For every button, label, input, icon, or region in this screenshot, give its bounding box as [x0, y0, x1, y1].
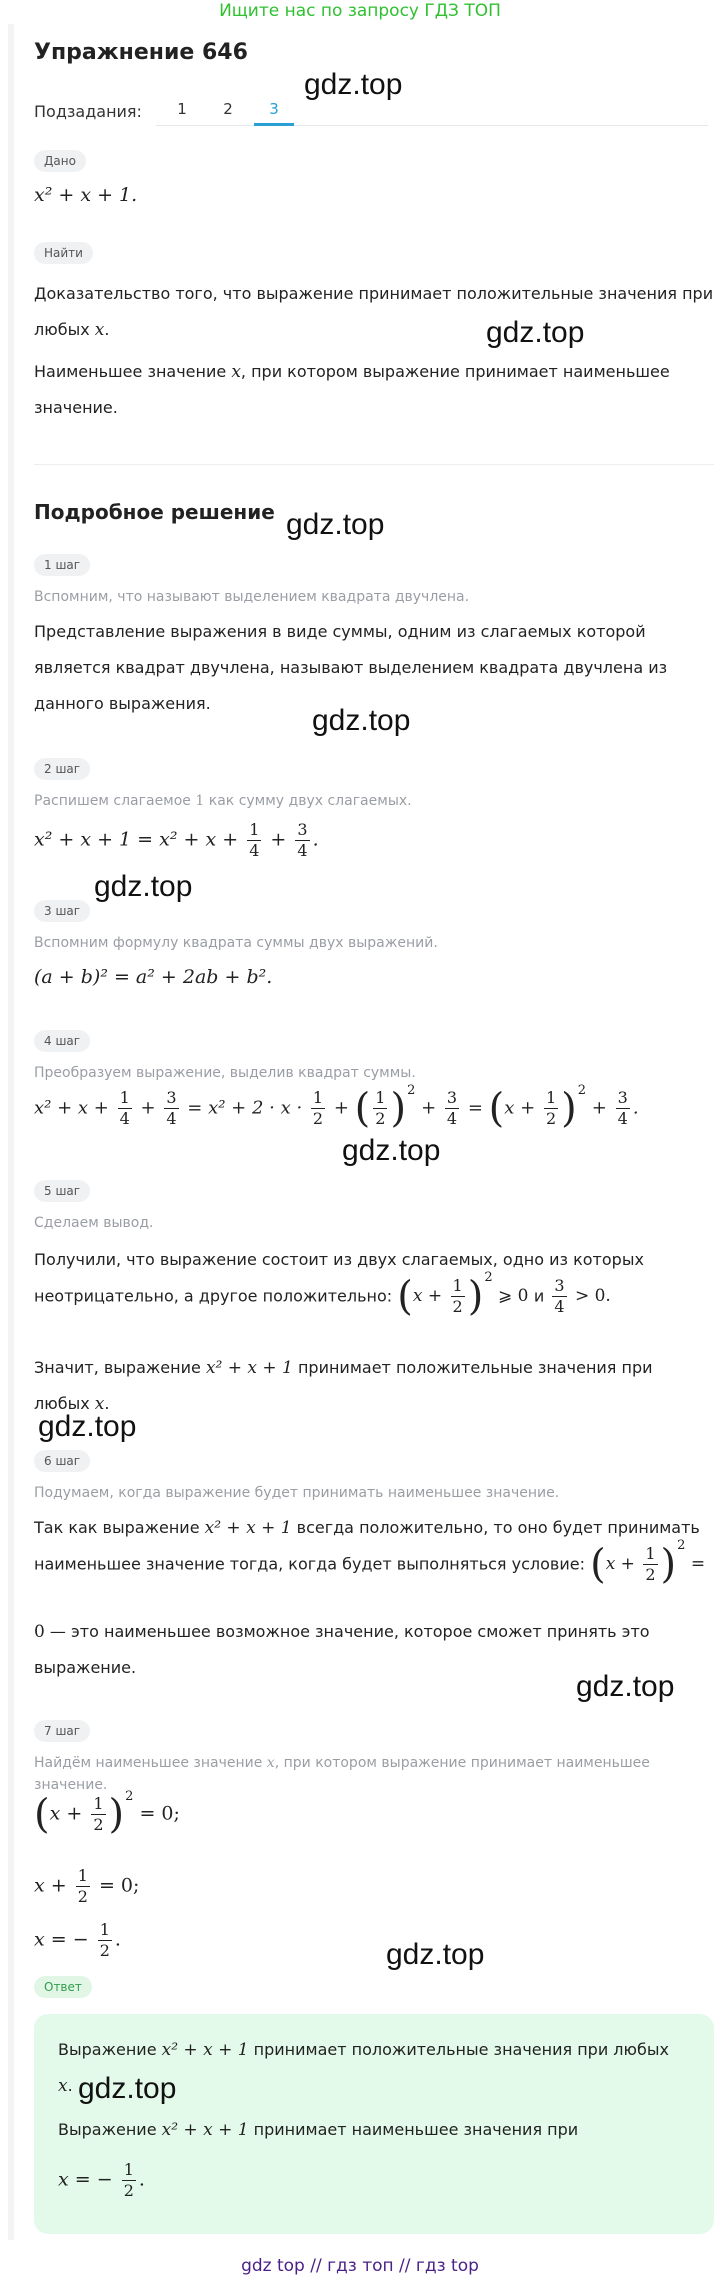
answer-badge: Ответ: [34, 1976, 92, 1998]
s6-l3-text: — это наименьшее возможное значение, которое сможет принять это: [44, 1622, 650, 1641]
frac-den: 4: [166, 1109, 177, 1128]
s6-l3-num: 0: [34, 1622, 45, 1642]
step-2-lhs: x² + x + 1 = x² + x +: [34, 828, 239, 851]
watermark: gdz.top: [342, 1134, 441, 1167]
s6-m: x +: [605, 1554, 635, 1574]
s5-gt: > 0.: [574, 1286, 611, 1306]
frac-den: 2: [545, 1109, 557, 1128]
step-5-line-2-math: [397, 1270, 534, 1320]
frac-num: 1: [375, 1088, 386, 1107]
frac-den: 2: [312, 1109, 324, 1128]
watermark: gdz.top: [286, 508, 385, 541]
step-7-eq-3: [34, 1920, 121, 1961]
s7-hint-post: , при котором выражение принимает наименьшее: [274, 1755, 650, 1771]
s6-l1-pre: Так как выражение: [34, 1518, 205, 1537]
ans-l4-frac: [122, 2160, 136, 2201]
s4-square-2: 2: [577, 1082, 587, 1098]
s4-frac-f: [544, 1088, 558, 1129]
step-1-line-1: Представление выражения в виде суммы, одним из слагаемых которой: [34, 622, 646, 641]
s7-paren-close: ): [108, 1791, 125, 1838]
step-7-eq-1: [34, 1788, 180, 1856]
find-line-4: значение.: [34, 398, 118, 417]
step-6-line-2: [34, 1538, 714, 1612]
solution-title: Подробное решение: [34, 500, 275, 524]
step-6-line-1: [34, 1510, 714, 1546]
find-badge: Найти: [34, 242, 93, 264]
step-3-hint: Вспомним формулу квадрата суммы двух выражений.: [34, 935, 438, 951]
s5-frac-1: [451, 1276, 465, 1317]
s6-l1-expr: x² + x + 1: [204, 1518, 292, 1538]
frac-num: 3: [554, 1276, 565, 1295]
s4-p5: +: [421, 1097, 437, 1119]
step-3-formula: (a + b)² = a² + 2ab + b².: [34, 966, 273, 988]
given-expression: x² + x + 1.: [34, 184, 138, 206]
answer-line-3: [58, 2112, 698, 2148]
frac-den: 4: [617, 1109, 628, 1128]
s4-paren-close: ): [390, 1085, 407, 1132]
frac-num: 1: [77, 1866, 88, 1885]
s4-frac-e: [445, 1088, 459, 1129]
search-banner: Ищите нас по запросу ГДЗ ТОП: [219, 1, 501, 21]
step-6-badge: 6 шаг: [34, 1450, 90, 1472]
frac-num: 1: [545, 1088, 557, 1107]
s5-square: 2: [484, 1270, 493, 1285]
s4-p6: =: [467, 1097, 483, 1119]
find-line-1: Доказательство того, что выражение принимает положительные значения при: [34, 284, 714, 303]
s7-e2-frac: [76, 1866, 90, 1907]
s5-paren-close: ): [467, 1273, 484, 1320]
step-1-line-2: является квадрат двучлена, называют выделением квадрата двучлена из: [34, 658, 668, 677]
ans-l1-expr: x² + x + 1: [161, 2040, 249, 2060]
frac-den: 2: [123, 2181, 134, 2200]
find-line-2: [34, 312, 714, 348]
s4-frac-c: [311, 1088, 325, 1129]
frac-num: 1: [119, 1088, 130, 1107]
s6-paren-open: (: [590, 1541, 606, 1588]
watermark: gdz.top: [78, 2072, 177, 2105]
answer-box: [34, 2014, 714, 2234]
find-line-2-text: любых: [34, 320, 95, 339]
step-7-hint-2: значение.: [34, 1777, 108, 1793]
s6-square: 2: [677, 1538, 686, 1553]
s5-l4-var: x: [94, 1394, 105, 1414]
step-1-badge: 1 шаг: [34, 554, 90, 576]
step-7-badge: 7 шаг: [34, 1720, 90, 1742]
s5-frac-2: [552, 1276, 566, 1317]
find-line-2-end: .: [104, 320, 110, 339]
watermark: gdz.top: [312, 704, 411, 737]
s5-ge: ⩾ 0: [498, 1286, 529, 1306]
step-6-line-4: выражение.: [34, 1658, 137, 1677]
step-2-frac-2: [295, 820, 309, 861]
frac-den: 2: [77, 1887, 88, 1906]
ans-l1-post: принимает положительные значения при любых: [248, 2040, 669, 2059]
s6-eq: =: [690, 1554, 706, 1574]
frac-num: 3: [446, 1088, 458, 1107]
frac-den: 4: [249, 841, 260, 860]
frac-num: 1: [99, 1920, 110, 1939]
step-7-hint: [34, 1752, 714, 1774]
s7-hint-pre: Найдём наименьшее значение: [34, 1755, 267, 1771]
s7-e1-m: x +: [49, 1802, 83, 1825]
step-2-equation: [34, 820, 319, 861]
frac-den: 2: [375, 1109, 386, 1128]
step-5-line-1: Получили, что выражение состоит из двух слагаемых, одно из которых: [34, 1250, 644, 1269]
s4-p8: +: [591, 1097, 607, 1119]
s4-frac-a: [118, 1088, 132, 1129]
s4-frac-d: [373, 1088, 387, 1129]
s7-e2-eq: = 0;: [98, 1874, 140, 1897]
answer-line-4: [58, 2160, 145, 2201]
tab-subtask-2[interactable]: 2: [223, 100, 233, 118]
answer-line-1: [58, 2032, 698, 2068]
find-line-3-text: Наименьшее значение: [34, 362, 232, 381]
s4-square: 2: [407, 1082, 416, 1098]
s5-l4-pre: любых: [34, 1394, 95, 1413]
s7-hint-var: x: [266, 1755, 275, 1771]
page-title: Упражнение 646: [34, 40, 248, 65]
step-2-hint-end: как сумму двух слагаемых.: [204, 793, 412, 809]
step-4-equation: [34, 1082, 639, 1132]
tab-subtask-1[interactable]: 1: [177, 100, 187, 118]
frac-num: 1: [249, 820, 260, 839]
frac-den: 2: [99, 1941, 110, 1960]
ans-l3-pre: Выражение: [58, 2120, 162, 2139]
ans-l3-post: принимает наименьшее значения при: [248, 2120, 579, 2139]
step-2-frac-1: [247, 820, 261, 861]
s4-p2: +: [140, 1097, 156, 1119]
s7-e1-eq: = 0;: [139, 1802, 180, 1825]
s5-l3-pre: Значит, выражение: [34, 1358, 206, 1377]
s7-e1-frac: [91, 1794, 105, 1835]
watermark: gdz.top: [386, 1938, 485, 1971]
step-5-badge: 5 шаг: [34, 1180, 90, 1202]
watermark: gdz.top: [486, 316, 585, 349]
ans-l2-var: x: [58, 2076, 68, 2096]
footer-links[interactable]: gdz top // гдз топ // гдз top: [241, 2256, 479, 2276]
s4-frac-b: [164, 1088, 178, 1129]
s6-l2-text: наименьшее значение тогда, когда будет выполняться условие:: [34, 1554, 585, 1574]
frac-den: 2: [93, 1815, 104, 1834]
ans-l1-pre: Выражение: [58, 2040, 162, 2059]
frac-den: 4: [297, 841, 308, 860]
frac-den: 4: [446, 1109, 458, 1128]
find-line-3-end: , при котором выражение принимает наименьшее: [240, 362, 670, 381]
section-divider: [34, 464, 714, 465]
step-5-line-2: [34, 1270, 714, 1346]
find-var-x-2: x: [231, 362, 241, 382]
s4-paren-close-2: ): [561, 1085, 577, 1132]
step-3-badge: 3 шаг: [34, 900, 90, 922]
s5-l3-expr: x² + x + 1: [205, 1358, 293, 1378]
s7-e3-m: x = −: [34, 1928, 89, 1951]
ans-l4-m: x = −: [58, 2168, 113, 2191]
s4-p9: .: [632, 1097, 639, 1119]
s5-frac-math: [549, 1276, 611, 1316]
watermark: gdz.top: [576, 1670, 675, 1703]
step-2-badge: 2 шаг: [34, 758, 90, 780]
ans-l4-end: .: [138, 2168, 145, 2191]
s7-e2-m: x +: [34, 1874, 67, 1897]
frac-num: 3: [166, 1088, 177, 1107]
s5-and: и: [533, 1286, 545, 1306]
s6-l2-math: [590, 1538, 706, 1588]
frac-den: 4: [554, 1297, 565, 1316]
s5-l3-post: принимает положительные значения при: [292, 1358, 653, 1377]
step-2-end: .: [312, 828, 319, 851]
frac-num: 3: [617, 1088, 628, 1107]
watermark: gdz.top: [94, 870, 193, 903]
ans-l3-expr: x² + x + 1: [161, 2120, 249, 2140]
step-4-hint: Преобразуем выражение, выделив квадрат суммы.: [34, 1065, 416, 1081]
frac-num: 1: [452, 1276, 463, 1295]
s7-square: 2: [125, 1788, 134, 1804]
s5-paren-open: (: [397, 1273, 413, 1320]
s4-p1: x² + x +: [34, 1097, 109, 1119]
step-7-eq-2: [34, 1866, 139, 1907]
s4-p3: = x² + 2 · x ·: [187, 1097, 303, 1119]
s6-frac: [643, 1544, 657, 1585]
frac-den: 2: [452, 1297, 463, 1316]
s5-l4-post: .: [104, 1394, 110, 1413]
given-badge: Дано: [34, 150, 86, 172]
frac-num: 1: [645, 1544, 656, 1563]
step-1-hint: Вспомним, что называют выделением квадрата двучлена.: [34, 589, 470, 605]
step-1-line-3: данного выражения.: [34, 694, 211, 713]
step-2-hint-num: 1: [195, 793, 205, 809]
s7-paren-open: (: [34, 1791, 50, 1838]
find-var-x: x: [94, 320, 105, 340]
s7-e3-frac: [98, 1920, 112, 1961]
subtasks-label: Подзадания:: [34, 102, 142, 121]
step-5-hint: Сделаем вывод.: [34, 1215, 154, 1231]
watermark: gdz.top: [304, 68, 403, 101]
s5-m1: x +: [412, 1286, 443, 1306]
s4-paren-open: (: [354, 1085, 371, 1132]
tab-subtask-3[interactable]: 3: [254, 96, 294, 126]
step-4-badge: 4 шаг: [34, 1030, 90, 1052]
step-5-line-3: [34, 1350, 714, 1386]
find-line-3: [34, 354, 714, 390]
frac-den: 2: [645, 1565, 656, 1584]
s6-l1-post: всегда положительно, то оно будет принимать: [291, 1518, 700, 1537]
step-2-hint-text: Распишем слагаемое: [34, 793, 196, 809]
s4-paren-open-2: (: [488, 1085, 505, 1132]
s7-e3-end: .: [114, 1928, 121, 1951]
frac-num: 3: [297, 820, 308, 839]
frac-num: 1: [312, 1088, 324, 1107]
s4-p7: x +: [504, 1097, 536, 1119]
s4-frac-g: [616, 1088, 630, 1129]
exercise-card: [8, 24, 712, 2240]
step-6-line-3: [34, 1614, 714, 1650]
frac-num: 1: [93, 1794, 104, 1813]
step-2-hint: [34, 790, 714, 812]
watermark: gdz.top: [38, 1410, 137, 1443]
step-2-plus: +: [270, 828, 287, 851]
frac-num: 1: [123, 2160, 134, 2179]
step-5-line-2-text: неотрицательно, а другое положительно:: [34, 1286, 393, 1306]
s6-paren-close: ): [660, 1541, 677, 1588]
frac-den: 4: [119, 1109, 130, 1128]
ans-l2-end: .: [67, 2076, 73, 2095]
s4-p4: +: [333, 1097, 349, 1119]
step-6-hint: Подумаем, когда выражение будет принимать наименьшее значение.: [34, 1485, 560, 1501]
